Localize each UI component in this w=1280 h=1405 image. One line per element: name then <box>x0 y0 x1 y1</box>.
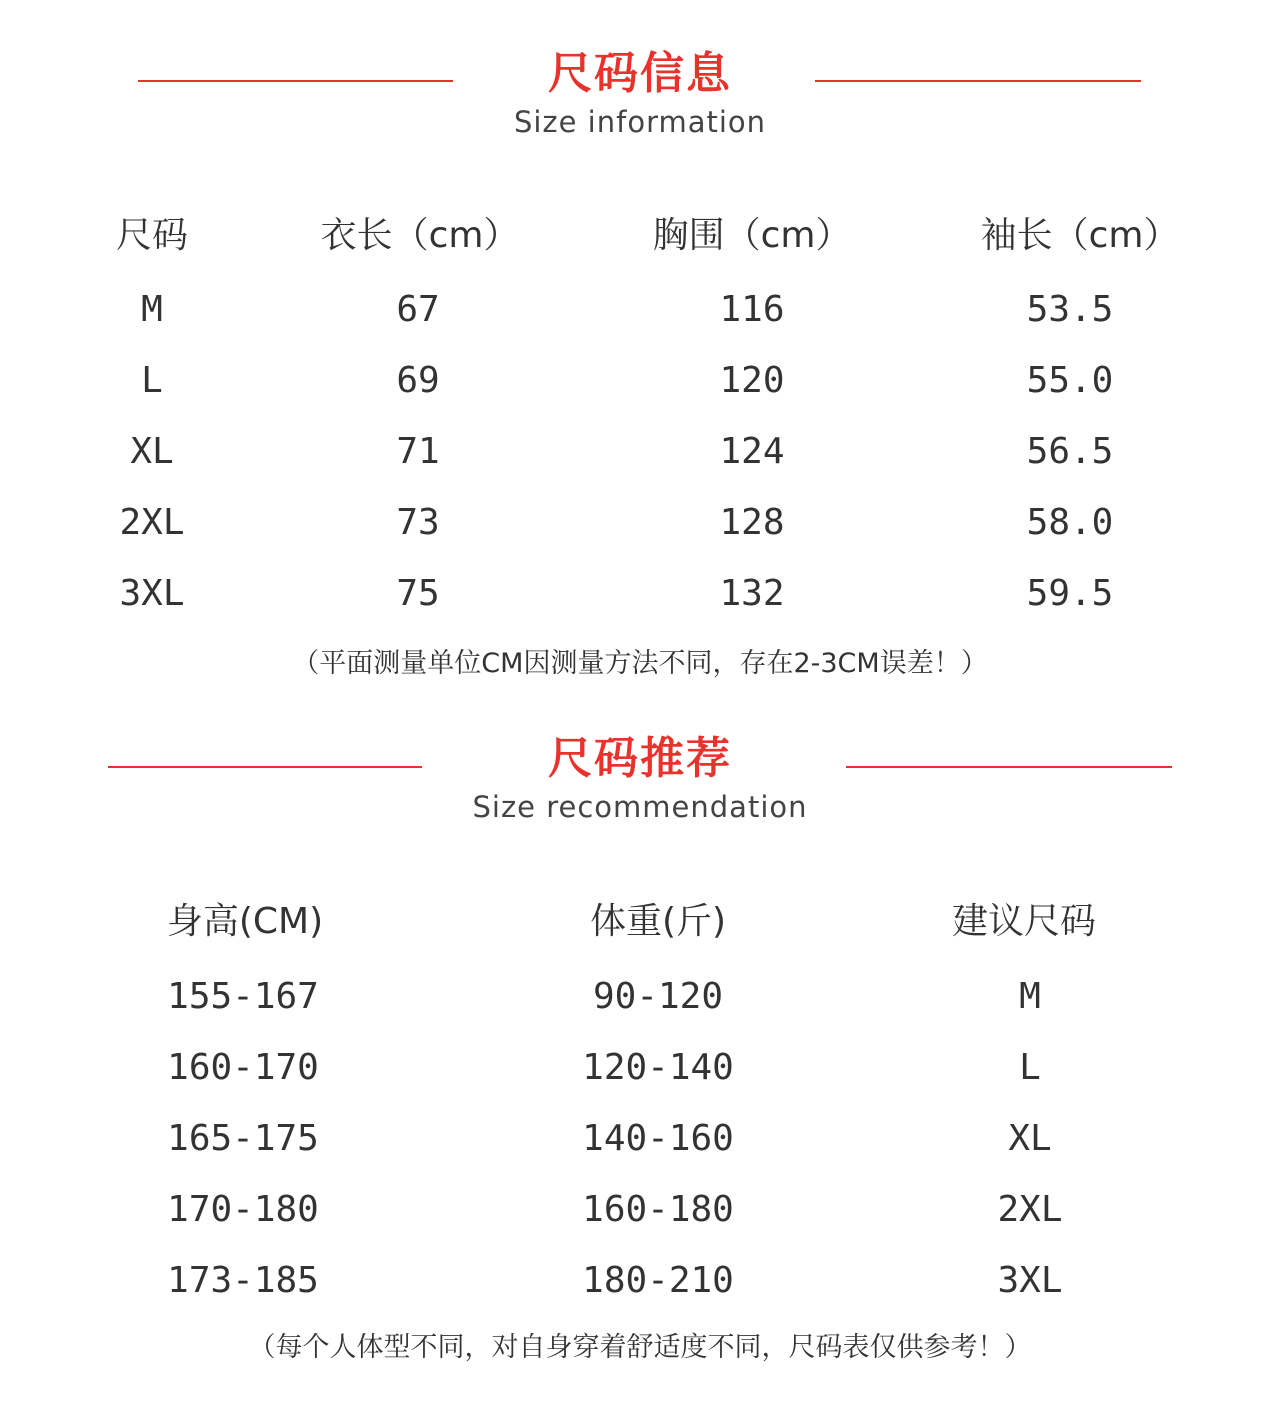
size-rec-title: 尺码推荐 <box>548 733 732 784</box>
table-cell-suggested-size: M <box>1019 976 1041 1017</box>
table-cell-sleeve: 59.5 <box>1026 573 1114 614</box>
table-cell-suggested-size: 2XL <box>997 1189 1063 1230</box>
table-cell-chest: 116 <box>719 289 785 330</box>
col-header-weight: 体重(斤) <box>589 901 727 942</box>
table-cell-length: 69 <box>396 360 440 401</box>
table-cell-suggested-size: 3XL <box>997 1260 1063 1301</box>
table-cell-weight: 140-160 <box>582 1118 734 1159</box>
table-cell-size: 3XL <box>119 573 185 614</box>
col-header-suggested-size: 建议尺码 <box>951 901 1097 942</box>
table-cell-height: 165-175 <box>167 1118 319 1159</box>
table-cell-height: 160-170 <box>167 1047 319 1088</box>
size-rec-subtitle: Size recommendation <box>472 790 808 824</box>
col-header-height: 身高(CM) <box>166 901 324 942</box>
col-header-sleeve: 袖长（cm） <box>980 215 1180 256</box>
table-cell-height: 155-167 <box>167 976 319 1017</box>
table-cell-length: 71 <box>396 431 440 472</box>
table-cell-chest: 132 <box>719 573 785 614</box>
table-cell-length: 73 <box>396 502 440 543</box>
size-info-note: （平面测量单位CM因测量方法不同，存在2-3CM误差！） <box>292 648 988 679</box>
table-cell-chest: 128 <box>719 502 785 543</box>
table-cell-weight: 180-210 <box>582 1260 734 1301</box>
table-cell-size: L <box>141 360 163 401</box>
size-rec-note: （每个人体型不同，对自身穿着舒适度不同，尺码表仅供参考！） <box>248 1332 1032 1363</box>
col-header-chest: 胸围（cm） <box>652 215 852 256</box>
table-cell-chest: 120 <box>719 360 785 401</box>
table-cell-length: 67 <box>396 289 440 330</box>
table-cell-length: 75 <box>396 573 440 614</box>
table-cell-height: 170-180 <box>167 1189 319 1230</box>
table-cell-size: XL <box>130 431 174 472</box>
table-cell-height: 173-185 <box>167 1260 319 1301</box>
table-cell-weight: 90-120 <box>592 976 724 1017</box>
table-cell-suggested-size: L <box>1019 1047 1041 1088</box>
table-cell-weight: 160-180 <box>582 1189 734 1230</box>
size-info-subtitle: Size information <box>513 105 767 139</box>
col-header-length: 衣长（cm） <box>320 215 520 256</box>
table-cell-sleeve: 55.0 <box>1026 360 1114 401</box>
table-cell-chest: 124 <box>719 431 785 472</box>
table-cell-sleeve: 53.5 <box>1026 289 1114 330</box>
table-cell-sleeve: 58.0 <box>1026 502 1114 543</box>
table-cell-size: 2XL <box>119 502 185 543</box>
table-cell-weight: 120-140 <box>582 1047 734 1088</box>
size-rec-header <box>0 733 1280 825</box>
size-info-header <box>0 48 1280 140</box>
table-cell-sleeve: 56.5 <box>1026 431 1114 472</box>
table-cell-size: M <box>141 289 163 330</box>
table-cell-suggested-size: XL <box>1008 1118 1052 1159</box>
col-header-size: 尺码 <box>115 215 189 256</box>
size-info-title: 尺码信息 <box>548 48 732 99</box>
